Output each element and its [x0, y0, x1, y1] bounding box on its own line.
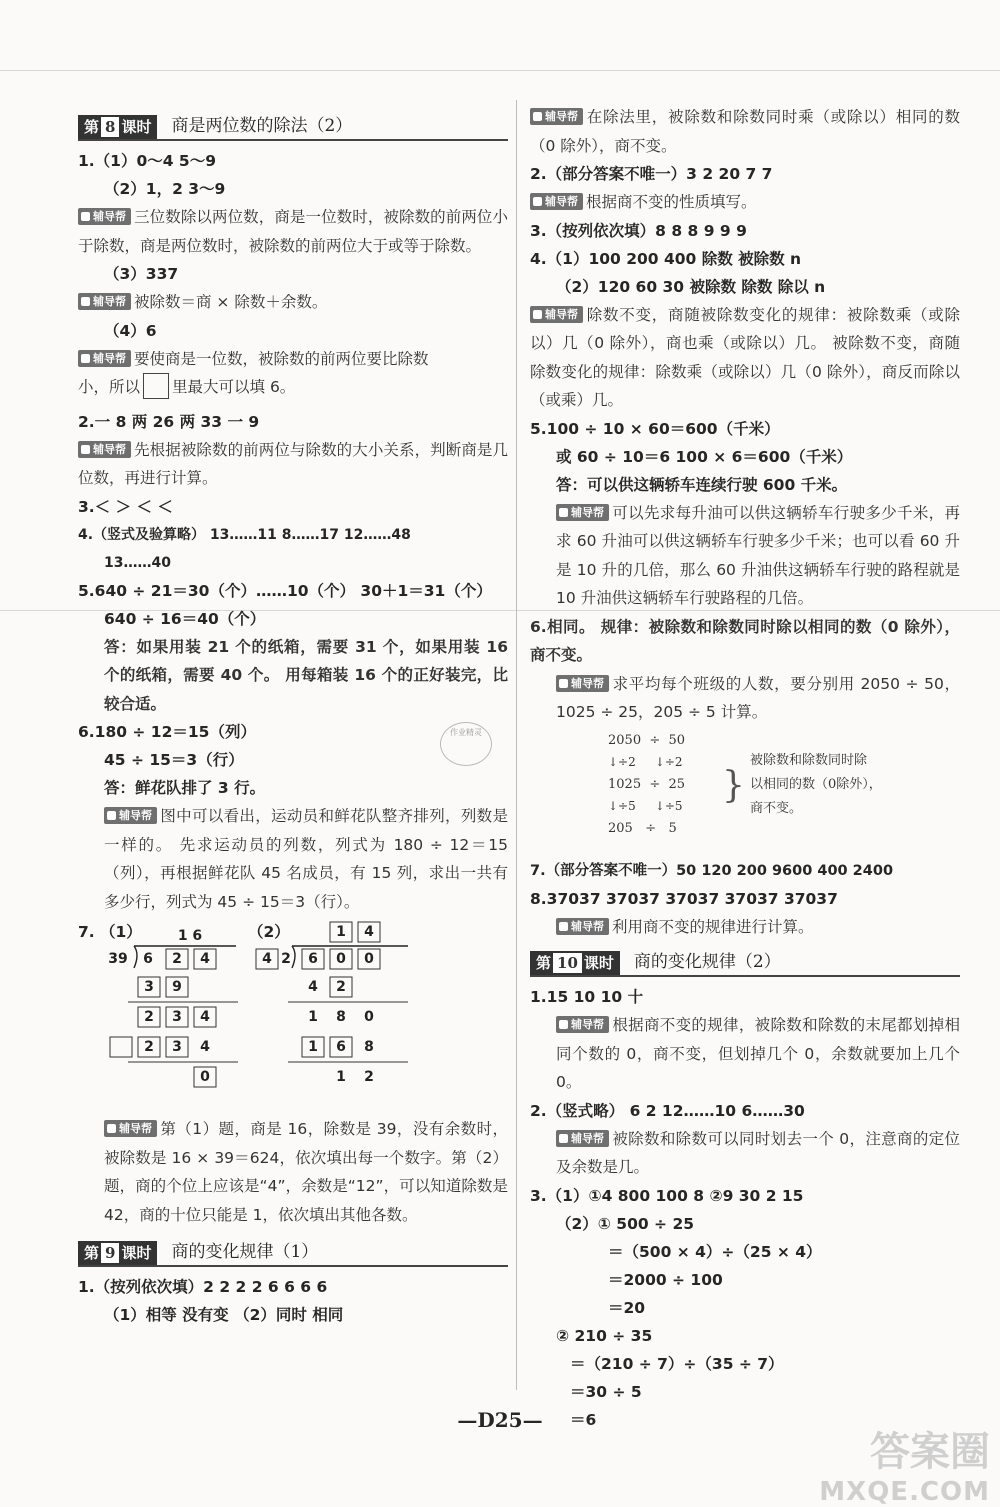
answer-line: 7.（部分答案不唯一）50 120 200 9600 400 2400	[530, 862, 894, 879]
digit-text: 6	[143, 951, 153, 967]
lesson-10-header	[530, 947, 960, 977]
book-icon	[559, 508, 568, 517]
answer-line: ＝（210 ÷ 7）÷（35 ÷ 7）	[570, 1354, 784, 1373]
lesson-9-header	[78, 1237, 508, 1267]
tutor-tag: 辅导帮	[104, 1120, 157, 1137]
tutor-note: 辅导帮 第（1）题，商是 16，除数是 39，没有余数时，被除数是 16 × 39＝624，依次填出每一个数字。第（2）题，商的个位上应该是“4”，余数是“12”，可以知道除数是 42，商的十位只能是 1，依次填出其他各数。	[104, 1120, 508, 1224]
answer-line: ＝（500 × 4）÷（25 × 4）	[608, 1242, 822, 1261]
answer-line: 6.180 ÷ 12＝15（列）	[78, 723, 256, 741]
answer-line: 1.（1）0～4 5～9	[78, 152, 216, 170]
book-icon	[81, 445, 90, 454]
diagram-row: 1025 ÷ 25	[608, 776, 686, 792]
lesson-title: 商的变化规律（1）	[171, 1242, 319, 1262]
answer-line: 或 60 ÷ 10＝6 100 × 6＝600（千米）	[556, 447, 853, 466]
answer-line: （3）337	[104, 265, 179, 283]
book-icon	[107, 811, 116, 820]
seal-stamp: 作业精灵	[440, 722, 492, 766]
diagram-arrows: ↓÷5 ↓÷5	[608, 798, 683, 813]
answer-line: 45 ÷ 15＝3（行）	[104, 751, 244, 769]
tutor-tag: 辅导帮	[530, 108, 583, 125]
tutor-tag: 辅导帮	[78, 293, 131, 310]
tutor-note: 辅导帮 根据商不变的规律，被除数和除数的末尾都划掉相同个数的 0，商不变，但划掉几个 0，余数就要加上几个 0。	[556, 1016, 960, 1091]
lesson-badge: 第 10 课时	[530, 951, 620, 975]
tutor-note: 辅导帮 三位数除以两位数，商是一位数时，被除数的前两位小于除数，商是两位数时，被除数的前两位大于或等于除数。	[78, 208, 508, 255]
digit-text: 2	[172, 951, 182, 967]
book-icon	[559, 1020, 568, 1029]
answer-line: ＝2000 ÷ 100	[608, 1270, 723, 1289]
digit-text: 2	[364, 1069, 374, 1085]
tutor-tag: 辅导帮	[556, 1130, 609, 1147]
part-label: （2）	[248, 923, 290, 941]
tutor-note: 辅导帮 利用商不变的规律进行计算。	[530, 913, 960, 942]
tutor-tag: 辅导帮	[78, 350, 131, 367]
tutor-note: 辅导帮 可以先求每升油可以供这辆轿车行驶多少千米，再求 60 升油可以供这辆轿车行驶多少千米；也可以看 60 升是 10 升的几倍，那么 60 升油供这辆轿车行驶的路程就是 10 升油供这辆轿车行驶路程的几倍。	[556, 503, 960, 607]
digit-text: 6	[336, 1039, 346, 1055]
lesson-title: 商的变化规律（2）	[633, 952, 781, 972]
digit-text: 0	[364, 951, 374, 967]
answer-line: （1）相等 没有变 （2）同时 相同	[104, 1306, 344, 1324]
tutor-tag: 辅导帮	[530, 306, 583, 323]
tutor-note: 辅导帮 先根据被除数的前两位与除数的大小关系，判断商是几位数，再进行计算。	[78, 440, 508, 487]
digit-text: 9	[172, 979, 182, 995]
book-icon	[81, 212, 90, 221]
book-icon	[559, 1134, 568, 1143]
digit-text: 2	[144, 1009, 154, 1025]
digit-text: 1	[308, 1039, 318, 1055]
tutor-note: 辅导帮 根据商不变的性质填写。	[530, 188, 960, 217]
digit-text: 4	[200, 951, 210, 967]
book-icon	[81, 297, 90, 306]
diagram-caption: 被除数和除数同时除 以相同的数（0除外）， 商不变。	[750, 752, 882, 816]
answer-text: 6.相同。 规律：被除数和除数同时除以相同的数（0 除外），商不变。	[530, 617, 960, 664]
digit-text: 1	[336, 1069, 346, 1085]
dividend-digits	[143, 949, 216, 969]
divisor-text: 39	[108, 951, 128, 967]
answer-line: 4.（1）100 200 400 除数 被除数 n	[530, 249, 802, 268]
tutor-note: 辅导帮 图中可以看出，运动员和鲜花队整齐排列，列数是一样的。 先求运动员的列数，列式为 180 ÷ 12＝15（列），再根据鲜花队 45 名成员，有 15 列，求出一共有多少行，列式为 45 ÷ 15＝3（行）。	[104, 807, 508, 911]
diagram-row: 205 ÷ 5	[608, 820, 677, 836]
lesson-badge: 第 8 课时	[78, 115, 157, 139]
answer-line: 2.（竖式略） 6 2 12……10 6……30	[530, 1101, 805, 1120]
tutor-tag: 辅导帮	[556, 504, 609, 521]
answer-line: 2.（部分答案不唯一）3 2 20 7 7	[530, 165, 773, 183]
book-icon	[533, 112, 542, 121]
answer-line: 13……40	[104, 554, 171, 571]
answer-line: 2.一 8 两 26 两 33 一 9	[78, 412, 260, 431]
answer-line: 1.（按列依次填）2 2 2 2 6 6 6 6	[78, 1278, 328, 1296]
digit-text: 2	[281, 951, 291, 967]
long-division-area	[78, 920, 508, 1115]
long-division-figures	[78, 920, 508, 1115]
tutor-tag: 辅导帮	[104, 807, 157, 824]
answer-line: 答：鲜花队排了 3 行。	[104, 779, 266, 797]
left-column	[78, 105, 508, 1329]
tutor-tag: 辅导帮	[556, 918, 609, 935]
tutor-tag: 辅导帮	[78, 441, 131, 458]
quotient-invariance-diagram	[580, 733, 960, 853]
digit-text: 1	[336, 924, 346, 940]
tutor-tag: 辅导帮	[78, 208, 131, 225]
answer-line: 1.15 10 10 十	[530, 988, 644, 1006]
digit-text: 8	[336, 1009, 346, 1025]
book-icon	[559, 922, 568, 931]
tutor-note: 辅导帮 被除数和除数可以同时划去一个 0，注意商的定位及余数是几。	[556, 1129, 960, 1176]
answer-line: ＝20	[608, 1298, 646, 1317]
digit-text: 0	[336, 951, 346, 967]
diagram-arrows: ↓÷2 ↓÷2	[608, 754, 683, 769]
digit-text: 2	[336, 979, 346, 995]
book-icon	[81, 354, 90, 363]
tutor-note: 辅导帮 被除数＝商 × 除数＋余数。	[78, 288, 508, 317]
quotient-text: 1 6	[177, 928, 203, 944]
book-icon	[533, 310, 542, 319]
book-icon	[533, 197, 542, 206]
tutor-note: 辅导帮 除数不变，商随被除数变化的规律：被除数乘（或除以）几（0 除外），商也乘（或除以）几。 被除数不变，商随除数变化的规律：除数乘（或除以）几（0 除外），商反而除以（或乘）几。	[530, 305, 960, 409]
digit-text: 4	[200, 1009, 210, 1025]
blank-box	[143, 373, 169, 399]
watermark: 答案圈 MXQE.COM	[819, 1429, 990, 1507]
digit-text: 4	[262, 951, 272, 967]
page-number: —D25—	[457, 1408, 543, 1432]
answer-line: （4）6	[104, 321, 157, 340]
tutor-note: 辅导帮 在除法里，被除数和除数同时乘（或除以）相同的数（0 除外），商不变。	[530, 108, 960, 155]
answer-line: （2）1，2 3～9	[104, 180, 226, 198]
digit-text: 4	[200, 1039, 210, 1055]
tutor-tag: 辅导帮	[530, 193, 583, 210]
answer-line: 5.640 ÷ 21＝30（个）……10（个） 30＋1＝31（个）	[78, 581, 492, 600]
brace: }	[722, 764, 745, 806]
digit-text: 4	[364, 924, 374, 940]
digit-text: 0	[200, 1069, 210, 1085]
digit-text: 0	[364, 1009, 374, 1025]
tutor-tag: 辅导帮	[556, 1016, 609, 1033]
answer-line: 答：可以供这辆轿车连续行驶 600 千米。	[556, 475, 848, 494]
answer-line: ＝6	[570, 1410, 597, 1429]
part-label: （1）	[100, 923, 142, 941]
tutor-note: 辅导帮 要使商是一位数，被除数的前两位要比除数 小，所以 里最大可以填 6。	[78, 345, 508, 402]
lesson-8-header	[78, 111, 508, 141]
scan-line	[0, 70, 1000, 71]
answer-line: 5.100 ÷ 10 × 60＝600（千米）	[530, 419, 780, 438]
answer-line: 7.	[78, 923, 95, 941]
answer-line: 4.（竖式及验算略） 13……11 8……17 12……48	[78, 526, 411, 543]
digit-text: 3	[172, 1039, 182, 1055]
digit-text: 3	[172, 1009, 182, 1025]
answer-line: 8.37037 37037 37037 37037 37037	[530, 889, 838, 908]
book-icon	[107, 1124, 116, 1133]
answer-text: 答：如果用装 21 个的纸箱，需要 31 个，如果用装 16 个的纸箱，需要 40 个。 用每箱装 16 个的正好装完，比较合适。	[104, 637, 508, 713]
answer-line: ＝30 ÷ 5	[570, 1382, 642, 1401]
tutor-note: 辅导帮 求平均每个班级的人数，要分别用 2050 ÷ 50，1025 ÷ 25，205 ÷ 5 计算。	[556, 674, 960, 721]
answer-line: 3.＜ ＞ ＜ ＜	[78, 497, 173, 516]
digit-text: 1	[308, 1009, 318, 1025]
digit-text: 3	[144, 979, 154, 995]
book-icon	[559, 679, 568, 688]
digit-text: 8	[364, 1039, 374, 1055]
answer-line: ② 210 ÷ 35	[556, 1326, 653, 1345]
tutor-tag: 辅导帮	[556, 675, 609, 692]
digit-text: 2	[144, 1039, 154, 1055]
answer-line: 3.（1）①4 800 100 8 ②9 30 2 15	[530, 1186, 804, 1205]
answer-line: 3.（按列依次填）8 8 8 9 9 9	[530, 221, 747, 240]
answer-line: （2）120 60 30 被除数 除数 除以 n	[556, 277, 826, 296]
answer-line: 640 ÷ 16＝40（个）	[104, 609, 266, 628]
right-column	[530, 103, 960, 1434]
lesson-title: 商是两位数的除法（2）	[171, 116, 353, 136]
column-divider	[516, 100, 517, 1390]
digit-box	[110, 1037, 132, 1057]
digit-text: 6	[308, 951, 318, 967]
lesson-badge: 第 9 课时	[78, 1241, 157, 1265]
answer-line: （2）① 500 ÷ 25	[556, 1214, 695, 1233]
digit-text: 4	[308, 979, 318, 995]
diagram-row: 2050 ÷ 50	[608, 732, 686, 748]
